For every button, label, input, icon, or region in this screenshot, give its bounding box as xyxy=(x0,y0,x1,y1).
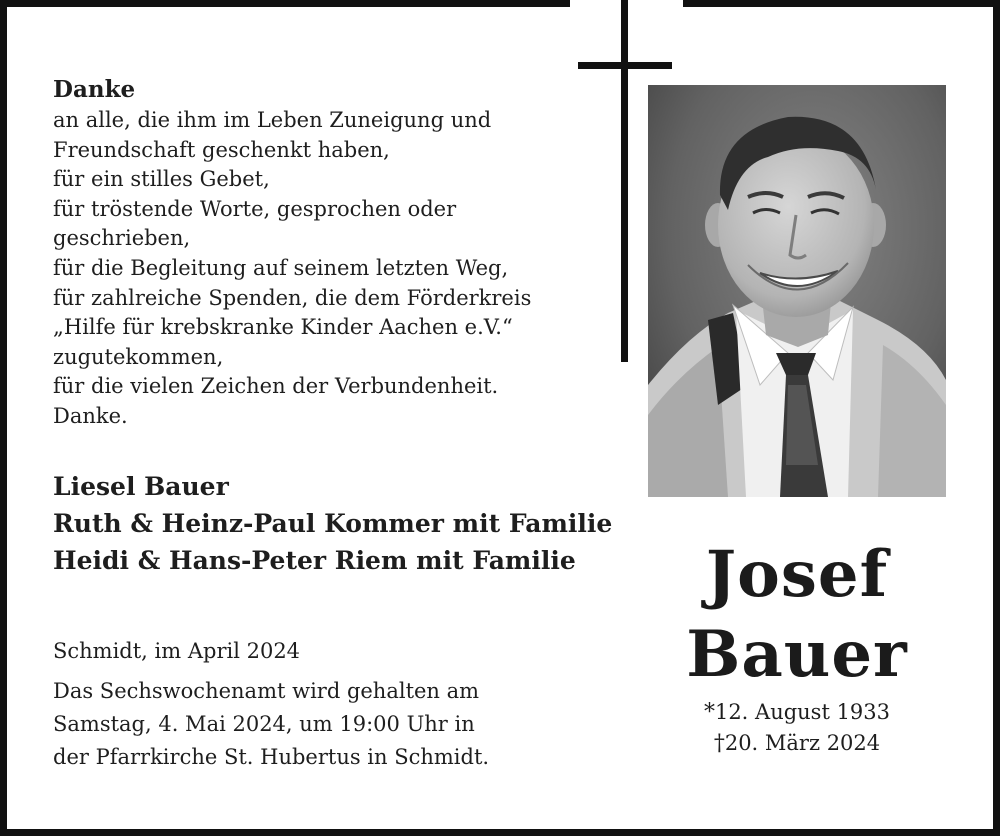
signature-line: Heidi & Hans-Peter Riem mit Familie xyxy=(53,546,576,575)
thanks-line: „Hilfe für krebskranke Kinder Aachen e.V.“ xyxy=(53,315,513,340)
thanks-line: Freundschaft geschenkt haben, xyxy=(53,137,390,162)
thanks-heading: Danke xyxy=(53,76,136,103)
thanks-line: zugutekommen, xyxy=(53,344,224,369)
portrait-photo xyxy=(648,85,946,497)
portrait-illustration xyxy=(648,85,946,497)
deceased-last-name: Bauer xyxy=(686,617,908,692)
frame-left xyxy=(0,0,7,836)
thanks-line: für tröstende Worte, gesprochen oder xyxy=(53,196,457,221)
signature-line: Liesel Bauer xyxy=(53,472,229,501)
death-date-line xyxy=(648,728,946,759)
thanks-line: an alle, die ihm im Leben Zuneigung und xyxy=(53,108,492,132)
life-dates xyxy=(648,697,946,759)
birth-date-line xyxy=(648,697,946,728)
signatures xyxy=(53,468,612,579)
thanks-line: geschrieben, xyxy=(53,226,191,251)
death-date: 20. März 2024 xyxy=(724,731,881,755)
service-line: Das Sechswochenamt wird gehalten am xyxy=(53,679,480,703)
cross-icon-vertical xyxy=(621,0,628,362)
service-info xyxy=(53,675,489,774)
frame-bottom xyxy=(0,829,1000,836)
birth-symbol-icon: * xyxy=(703,700,715,725)
place-date: Schmidt, im April 2024 xyxy=(53,639,301,663)
thanks-line: für zahlreiche Spenden, die dem Förderkreis xyxy=(53,285,532,310)
thanks-line: Danke. xyxy=(53,403,128,428)
deceased-first-name: Josef xyxy=(705,537,889,612)
death-cross-icon: † xyxy=(713,731,725,756)
thanks-section xyxy=(53,74,573,432)
cross-icon-horizontal xyxy=(578,62,672,69)
birth-date: 12. August 1933 xyxy=(714,700,891,724)
thanks-line: für ein stilles Gebet, xyxy=(53,167,270,192)
thanks-line: für die Begleitung auf seinem letzten Weg, xyxy=(53,255,509,280)
frame-top-left xyxy=(0,0,570,7)
signature-line: Ruth & Heinz-Paul Kommer mit Familie xyxy=(53,509,613,538)
thanks-line: für die vielen Zeichen der Verbundenheit. xyxy=(53,374,499,399)
frame-right xyxy=(993,0,1000,836)
frame-top-right xyxy=(683,0,1000,7)
service-line: der Pfarrkirche St. Hubertus in Schmidt. xyxy=(53,745,490,769)
service-line: Samstag, 4. Mai 2024, um 19:00 Uhr in xyxy=(53,712,475,736)
